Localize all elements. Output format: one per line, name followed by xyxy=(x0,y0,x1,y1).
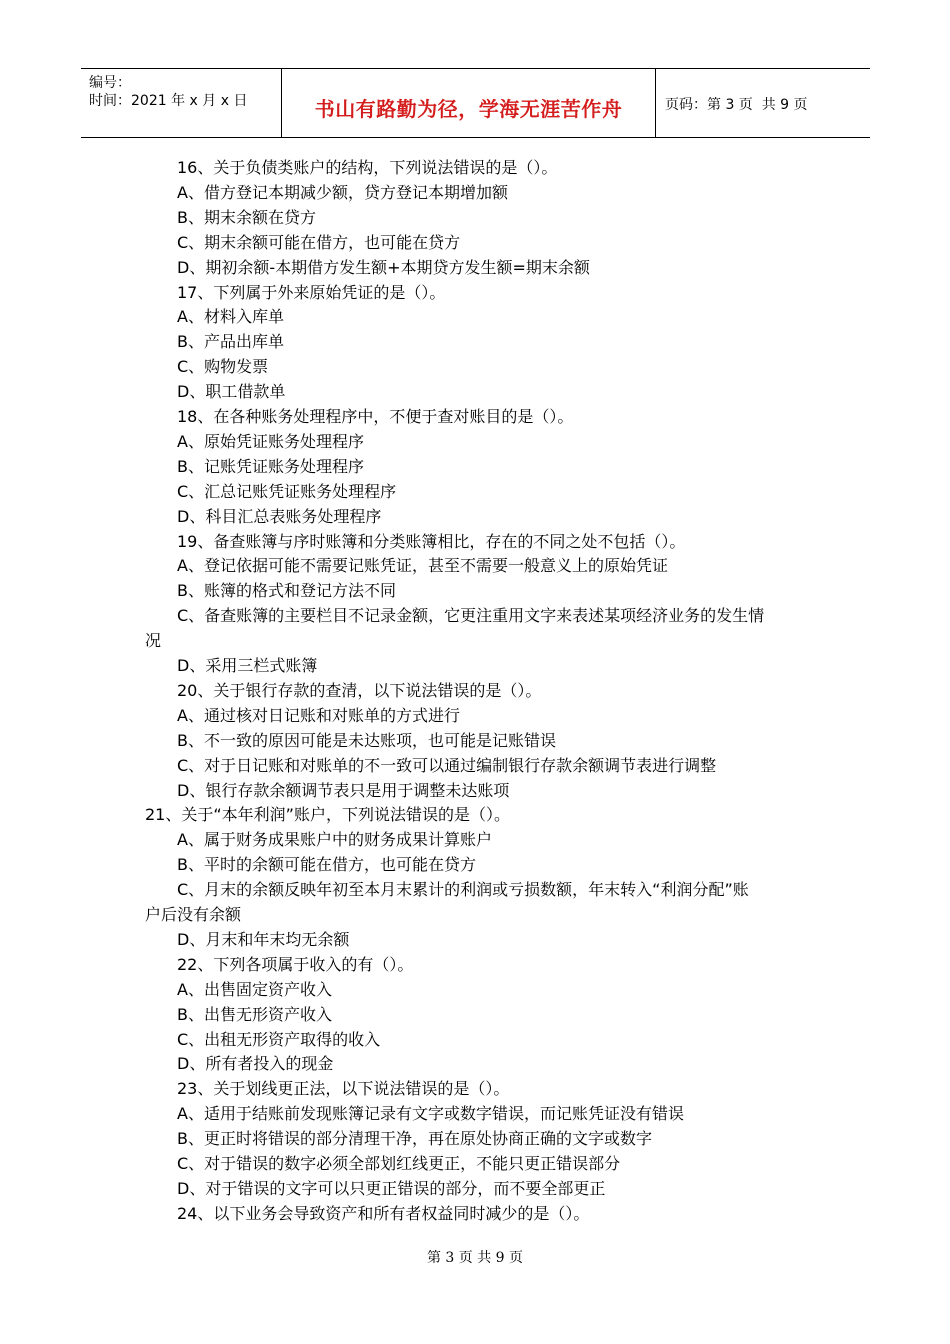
answer-option: A、材料入库单 xyxy=(177,307,284,327)
header-page-cell xyxy=(655,69,870,137)
answer-option: A、适用于结账前发现账簿记录有文字或数字错误，而记账凭证没有错误 xyxy=(177,1104,684,1124)
header-motto: 书山有路勤为径，学海无涯苦作舟 xyxy=(314,97,623,121)
answer-option: C、汇总记账凭证账务处理程序 xyxy=(177,481,397,501)
header-page-number: 页码：第 3 页 共 9 页 xyxy=(665,97,808,113)
answer-option: C、购物发票 xyxy=(177,357,269,377)
answer-option: B、平时的余额可能在借方，也可能在贷方 xyxy=(177,855,476,875)
answer-option: D、月末和年末均无余额 xyxy=(177,929,350,949)
answer-option: C、月末的余额反映年初至本月末累计的利润或亏损数额，年末转入“利润分配”账 xyxy=(177,880,749,900)
answer-option: 况 xyxy=(145,631,162,651)
question-text: 16、关于负债类账户的结构，下列说法错误的是（）。 xyxy=(177,158,558,177)
question-text: 22、下列各项属于收入的有（）。 xyxy=(177,954,414,974)
header-motto-cell xyxy=(281,69,656,137)
answer-option: C、出租无形资产取得的收入 xyxy=(177,1029,381,1049)
question-text: 21、关于“本年利润”账户，下列说法错误的是（）。 xyxy=(145,805,510,825)
answer-option: D、科目汇总表账务处理程序 xyxy=(177,506,382,526)
answer-option: A、原始凭证账务处理程序 xyxy=(177,431,364,451)
answer-option: C、期末余额可能在借方，也可能在贷方 xyxy=(177,232,461,252)
answer-option: D、职工借款单 xyxy=(177,382,286,402)
answer-option: B、账簿的格式和登记方法不同 xyxy=(177,581,396,601)
answer-option: A、登记依据可能不需要记账凭证，甚至不需要一般意义上的原始凭证 xyxy=(177,556,668,576)
answer-option: C、备查账簿的主要栏目不记录金额，它更注重用文字来表述某项经济业务的发生情 xyxy=(177,606,765,626)
document-number-label: 编号： xyxy=(89,75,131,91)
question-text: 17、下列属于外来原始凭证的是（）。 xyxy=(177,282,446,302)
answer-option: 户后没有余额 xyxy=(145,905,242,924)
answer-option: B、出售无形资产收入 xyxy=(177,1004,332,1024)
answer-option: D、采用三栏式账簿 xyxy=(177,656,318,675)
answer-option: A、借方登记本期减少额，贷方登记本期增加额 xyxy=(177,182,508,202)
answer-option: B、期末余额在贷方 xyxy=(177,207,316,227)
answer-option: D、银行存款余额调节表只是用于调整未达账项 xyxy=(177,780,510,800)
answer-option: B、记账凭证账务处理程序 xyxy=(177,456,364,476)
answer-option: B、更正时将错误的部分清理干净，再在原处协商正确的文字或数字 xyxy=(177,1129,652,1149)
answer-option: D、对于错误的文字可以只更正错误的部分，而不要全部更正 xyxy=(177,1178,606,1198)
page-header xyxy=(81,68,870,138)
question-text: 18、在各种账务处理程序中，不便于查对账目的是（）。 xyxy=(177,407,574,426)
answer-option: A、通过核对日记账和对账单的方式进行 xyxy=(177,705,460,725)
answer-option: A、出售固定资产收入 xyxy=(177,979,332,999)
answer-option: B、不一致的原因可能是未达账项，也可能是记账错误 xyxy=(177,730,556,750)
page-footer: 第 3 页 共 9 页 xyxy=(426,1250,524,1266)
question-text: 19、备查账簿与序时账簿和分类账簿相比，存在的不同之处不包括（）。 xyxy=(177,531,686,551)
question-text: 20、关于银行存款的查清，以下说法错误的是（）。 xyxy=(177,680,542,700)
answer-option: D、所有者投入的现金 xyxy=(177,1054,334,1074)
question-text: 24、以下业务会导致资产和所有者权益同时减少的是（）。 xyxy=(177,1203,590,1223)
answer-option: A、属于财务成果账户中的财务成果计算账户 xyxy=(177,830,492,850)
header-meta xyxy=(81,69,281,137)
answer-option: D、期初余额-本期借方发生额+本期贷方发生额=期末余额 xyxy=(177,257,590,277)
answer-option: C、对于错误的数字必须全部划红线更正，不能只更正错误部分 xyxy=(177,1154,621,1173)
question-text: 23、关于划线更正法，以下说法错误的是（）。 xyxy=(177,1079,510,1099)
document-date: 时间：2021 年 x 月 x 日 xyxy=(89,93,248,109)
answer-option: C、对于日记账和对账单的不一致可以通过编制银行存款余额调节表进行调整 xyxy=(177,755,717,775)
answer-option: B、产品出库单 xyxy=(177,332,284,352)
